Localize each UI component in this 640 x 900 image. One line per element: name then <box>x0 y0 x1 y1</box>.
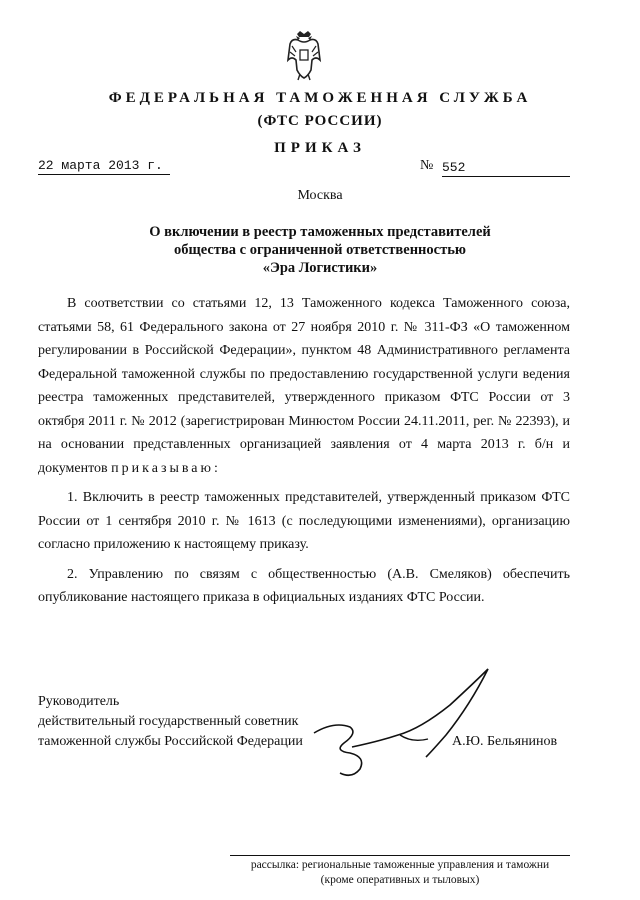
city: Москва <box>297 188 343 203</box>
document-number: 552 <box>442 160 570 177</box>
signer-position-line-3: таможенной службы Российской Федерации <box>38 734 303 749</box>
signer-position <box>38 692 303 752</box>
coat-of-arms-icon <box>286 30 322 82</box>
number-label: № <box>420 158 434 173</box>
order-word: приказываю: <box>111 460 221 476</box>
signer-name: А.Ю. Бельянинов <box>452 734 558 749</box>
title-line-1: О включении в реестр таможенных представителей <box>149 224 491 240</box>
title-line-3: «Эра Логистики» <box>262 260 378 276</box>
document-type: ПРИКАЗ <box>274 140 366 156</box>
preamble-text: В соответствии со статьями 12, 13 Таможенного кодекса Таможенного союза, статьями 58, 61 Федерального закона от 27 ноября 2010 г. № 311-ФЗ «О таможенном регулировании в Российской Федерации», пунктом 48 Административного регламента Федеральной таможенной службы по предоставлению государственной услуги ведения реестра таможенных представителей, утвержденного приказом ФТС России от 3 октября 2011 г. № 2012 (зарегистрирован Минюстом России 24.11.2011, рег. № 22393), и на основании представленных организацией заявления от 4 марта 2013 г. б/н и документов <box>38 296 570 476</box>
distribution-line-1: рассылка: региональные таможенные управления и таможни <box>250 859 550 871</box>
title-line-2: общества с ограниченной ответственностью <box>174 242 466 258</box>
handwritten-signature <box>300 665 540 785</box>
order-item-1: 1. Включить в реестр таможенных представителей, утвержденный приказом ФТС России от 1 сентября 2010 г. № 1613 (с последующими изменениями), организацию согласно приложению к настоящему приказу. <box>38 490 570 552</box>
footer-divider <box>230 855 570 856</box>
preamble-paragraph <box>38 292 570 480</box>
document-body <box>38 292 570 610</box>
document-date: 22 марта 2013 г. <box>38 158 170 175</box>
agency-name: ФЕДЕРАЛЬНАЯ ТАМОЖЕННАЯ СЛУЖБА <box>108 90 532 106</box>
agency-abbr: (ФТС РОССИИ) <box>257 113 383 129</box>
document-title <box>100 223 540 277</box>
order-item-2: 2. Управлению по связям с общественностью (А.В. Смеляков) обеспечить опубликование настоящего приказа в официальных изданиях ФТС России. <box>38 566 570 605</box>
signer-position-line-1: Руководитель <box>38 694 120 709</box>
signer-position-line-2: действительный государственный советник <box>38 714 299 729</box>
distribution-line-2: (кроме оперативных и тыловых) <box>320 874 480 886</box>
distribution-note <box>230 858 570 888</box>
